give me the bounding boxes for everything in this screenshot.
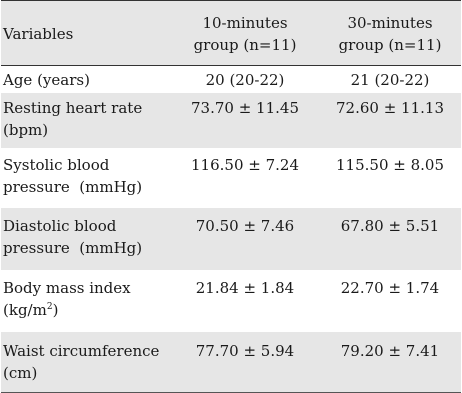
header-variables bbox=[1, 1, 171, 66]
cell-10min: 20 (20-22) bbox=[171, 66, 319, 94]
row-label bbox=[1, 148, 171, 208]
cell-30min: 22.70 ± 1.74 bbox=[319, 270, 461, 332]
row-label-line1: Waist circumference bbox=[3, 342, 160, 360]
row-label-line2: (cm) bbox=[3, 364, 38, 382]
cell-10min: 21.84 ± 1.84 bbox=[171, 270, 319, 332]
row-label-line1: Diastolic blood bbox=[3, 217, 117, 235]
table-body bbox=[1, 66, 461, 393]
cell-10min: 77.70 ± 5.94 bbox=[171, 332, 319, 393]
row-label-line1: Age (years) bbox=[3, 71, 90, 89]
baseline-characteristics-table bbox=[1, 0, 461, 393]
header-row bbox=[1, 1, 461, 66]
row-label bbox=[1, 270, 171, 332]
header-group-30min-line2: group (n=11) bbox=[338, 36, 442, 54]
row-label bbox=[1, 332, 171, 393]
cell-10min: 70.50 ± 7.46 bbox=[171, 208, 319, 270]
cell-30min: 72.60 ± 11.13 bbox=[319, 93, 461, 148]
row-label bbox=[1, 66, 171, 94]
cell-10min: 73.70 ± 11.45 bbox=[171, 93, 319, 148]
header-group-10min-line2: group (n=11) bbox=[193, 36, 297, 54]
table-row-diastolic-bp bbox=[1, 208, 461, 270]
table-row-resting-heart-rate bbox=[1, 93, 461, 148]
row-label-line1: Body mass index bbox=[3, 279, 131, 297]
superscript-two: 2 bbox=[46, 302, 53, 312]
row-label-line1: Systolic blood bbox=[3, 156, 110, 174]
table-row-age bbox=[1, 66, 461, 94]
header-group-10min bbox=[171, 1, 319, 66]
header-group-30min-line1: 30-minutes bbox=[347, 14, 433, 32]
row-label-line2: (bpm) bbox=[3, 121, 49, 139]
table-row-systolic-bp bbox=[1, 148, 461, 208]
row-label bbox=[1, 208, 171, 270]
cell-30min: 115.50 ± 8.05 bbox=[319, 148, 461, 208]
row-label-line1: Resting heart rate bbox=[3, 99, 143, 117]
row-label-line2: (kg/m bbox=[3, 301, 47, 319]
row-label-line2: pressure (mmHg) bbox=[3, 239, 143, 257]
table-header bbox=[1, 1, 461, 66]
row-label-close: ) bbox=[52, 301, 59, 319]
header-group-10min-line1: 10-minutes bbox=[202, 14, 288, 32]
row-label bbox=[1, 93, 171, 148]
cell-10min: 116.50 ± 7.24 bbox=[171, 148, 319, 208]
row-label-line2-wrap bbox=[3, 299, 169, 321]
row-label-line2: pressure (mmHg) bbox=[3, 178, 143, 196]
header-group-30min bbox=[319, 1, 461, 66]
cell-30min: 21 (20-22) bbox=[319, 66, 461, 94]
data-table-container bbox=[1, 0, 461, 382]
cell-30min: 67.80 ± 5.51 bbox=[319, 208, 461, 270]
table-row-body-mass-index bbox=[1, 270, 461, 332]
table-row-waist-circumference bbox=[1, 332, 461, 393]
cell-30min: 79.20 ± 7.41 bbox=[319, 332, 461, 393]
header-variables-label: Variables bbox=[3, 25, 74, 43]
